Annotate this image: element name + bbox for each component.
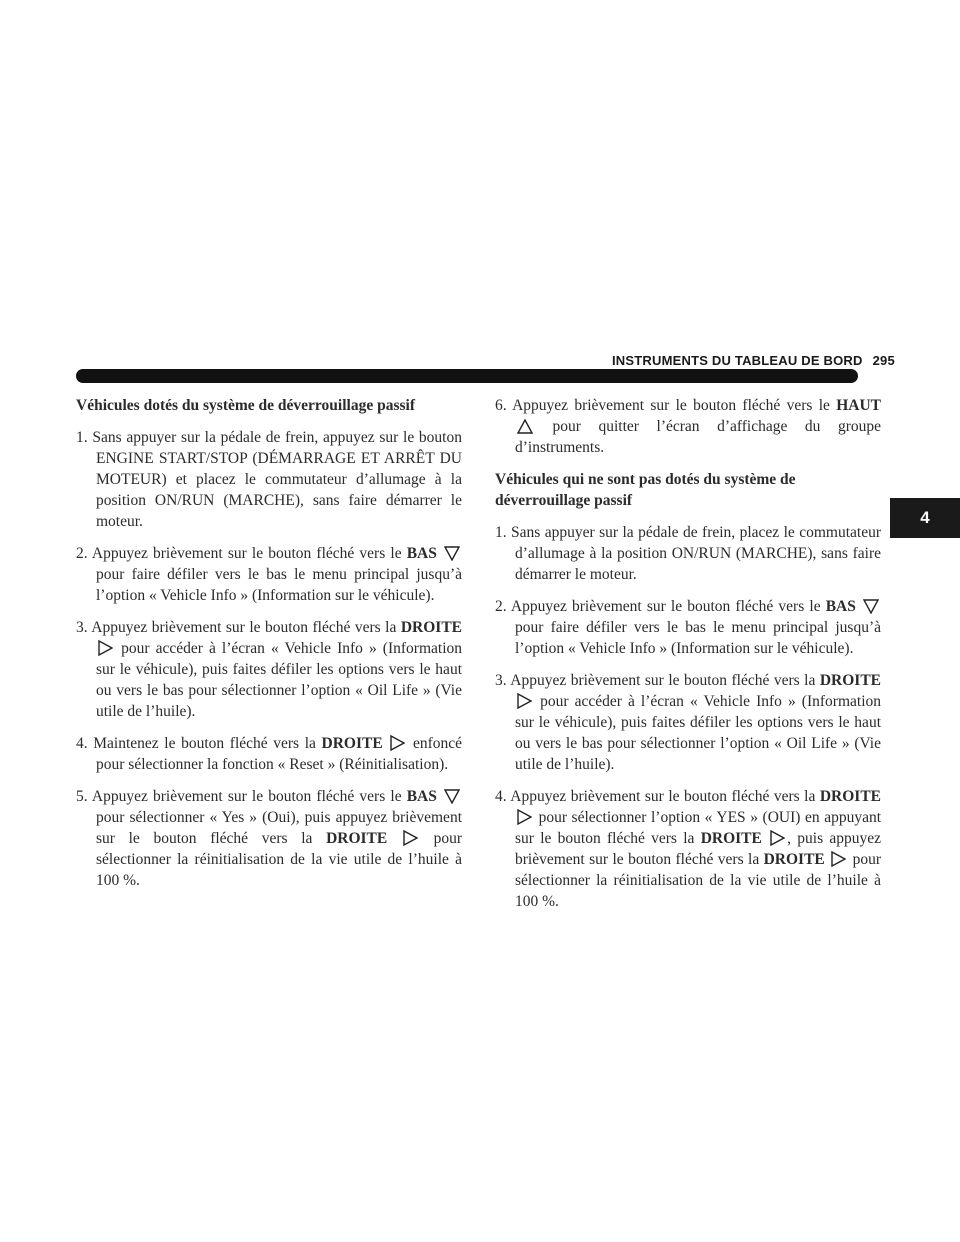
arrow-right-icon (390, 735, 405, 751)
step-4: 4. Maintenez le bouton fléché vers la DROITE enfoncé pour sélectionner la fonction « Reset » (Réinitialisation). (76, 735, 462, 773)
step-4: 4. Appuyez brièvement sur le bouton fléché vers la DROITE pour sélectionner l’option « YES » (OUI) en appuyant sur le bouton fléché vers la DROITE , puis appuyez brièvement sur le bouton fléché vers la DROITE pour sélectionner la réinitialisation de la vie utile de l’huile à 100 %. (495, 788, 882, 910)
arrow-down-icon (444, 546, 460, 561)
chapter-tab: 4 (890, 498, 960, 538)
step-5: 5. Appuyez brièvement sur le bouton fléché vers le BAS pour sélectionner « Yes » (Oui), puis appuyez brièvement sur le bouton fléché vers la DROITE pour sélectionner la réinitialisation de la vie utile de l’huile à 100 %. (76, 788, 462, 889)
step-2: 2. Appuyez brièvement sur le bouton fléché vers le BAS pour faire défiler vers le bas le menu principal jusqu’à l’option « Vehicle Info » (Information sur le véhicule). (76, 545, 462, 604)
step-3: 3. Appuyez brièvement sur le bouton fléché vers la DROITE pour accéder à l’écran « Vehicle Info » (Information sur le véhicule), puis faites défiler les options vers le haut ou vers le bas pour sélectionner l’option « Oil Life » (Vie utile de l’huile). (76, 619, 462, 720)
step-2: 2. Appuyez brièvement sur le bouton fléché vers le BAS pour faire défiler vers le bas le menu principal jusqu’à l’option « Vehicle Info » (Information sur le véhicule). (495, 598, 881, 657)
arrow-down-icon (863, 599, 879, 614)
running-header (612, 353, 895, 368)
step-1: 1. Sans appuyer sur la pédale de frein, placez le commutateur d’allumage à la position ON/RUN (MARCHE), sans faire démarrer le moteur. (495, 524, 881, 583)
step-1: 1. Sans appuyer sur la pédale de frein, appuyez sur le bouton ENGINE START/STOP (DÉMARRAGE ET ARRÊT DU MOTEUR) et placez le commutateur d’allumage à la position ON/RUN (MARCHE), sans faire démarrer le moteur. (76, 429, 462, 530)
right-column (495, 395, 881, 923)
arrow-right-icon (403, 830, 418, 846)
step-6: 6. Appuyez brièvement sur le bouton fléché vers le HAUT pour quitter l’écran d’affichage du groupe d’instruments. (495, 397, 882, 456)
page-number: 295 (872, 353, 895, 368)
arrow-right-icon (770, 830, 785, 846)
arrow-up-icon (517, 419, 533, 434)
header-rule (76, 369, 858, 383)
section-heading: Véhicules dotés du système de déverrouillage passif (76, 397, 415, 414)
arrow-right-icon (831, 851, 846, 867)
step-3: 3. Appuyez brièvement sur le bouton fléché vers la DROITE pour accéder à l’écran « Vehicle Info » (Information sur le véhicule), puis faites défiler les options vers le haut ou vers le bas pour sélectionner l’option « Oil Life » (Vie utile de l’huile). (495, 672, 881, 773)
arrow-down-icon (444, 789, 460, 804)
arrow-right-icon (517, 809, 532, 825)
left-column (76, 395, 462, 902)
section-heading: Véhicules qui ne sont pas dotés du système de déverrouillage passif (495, 471, 796, 509)
section-title: INSTRUMENTS DU TABLEAU DE BORD (612, 353, 863, 368)
arrow-right-icon (98, 640, 113, 656)
arrow-right-icon (517, 693, 532, 709)
